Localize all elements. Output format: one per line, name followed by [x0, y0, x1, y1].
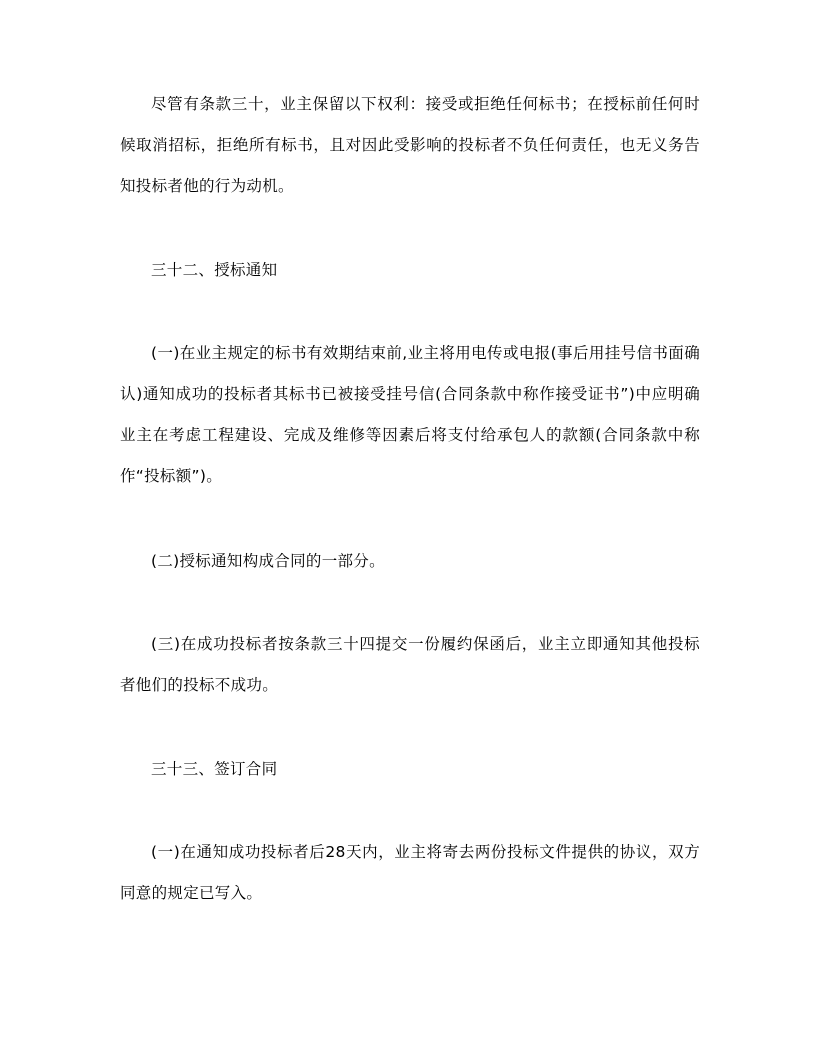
paragraph-award-notice-3: (三)在成功投标者按条款三十四提交一份履约保函后，业主立即通知其他投标者他们的投标不成功。 [120, 635, 700, 694]
paragraph-award-notice-1: (一)在业主规定的标书有效期结束前,业主将用电传或电报(事后用挂号信书面确认)通知成功的投标者其标书已被接受挂号信(合同条款中称作接受证书”)中应明确业主在考虑工程建设、完成及维修等因素后将支付给承包人的款额(合同条款中称作“投标额”)。 [120, 344, 700, 485]
paragraph-owner-rights: 尽管有条款三十，业主保留以下权利：接受或拒绝任何标书；在授标前任何时候取消招标，拒绝所有标书，且对因此受影响的投标者不负任何责任，也无义务告知投标者他的行为动机。 [120, 95, 700, 195]
section-heading-sign-contract: 三十三、签订合同 [151, 760, 278, 778]
paragraph-sign-contract-1: (一)在通知成功投标者后28天内，业主将寄去两份投标文件提供的协议，双方同意的规定已写入。 [120, 843, 700, 902]
section-heading-award-notice: 三十二、授标通知 [151, 261, 278, 279]
paragraph-award-notice-2: (二)授标通知构成合同的一部分。 [151, 552, 385, 570]
